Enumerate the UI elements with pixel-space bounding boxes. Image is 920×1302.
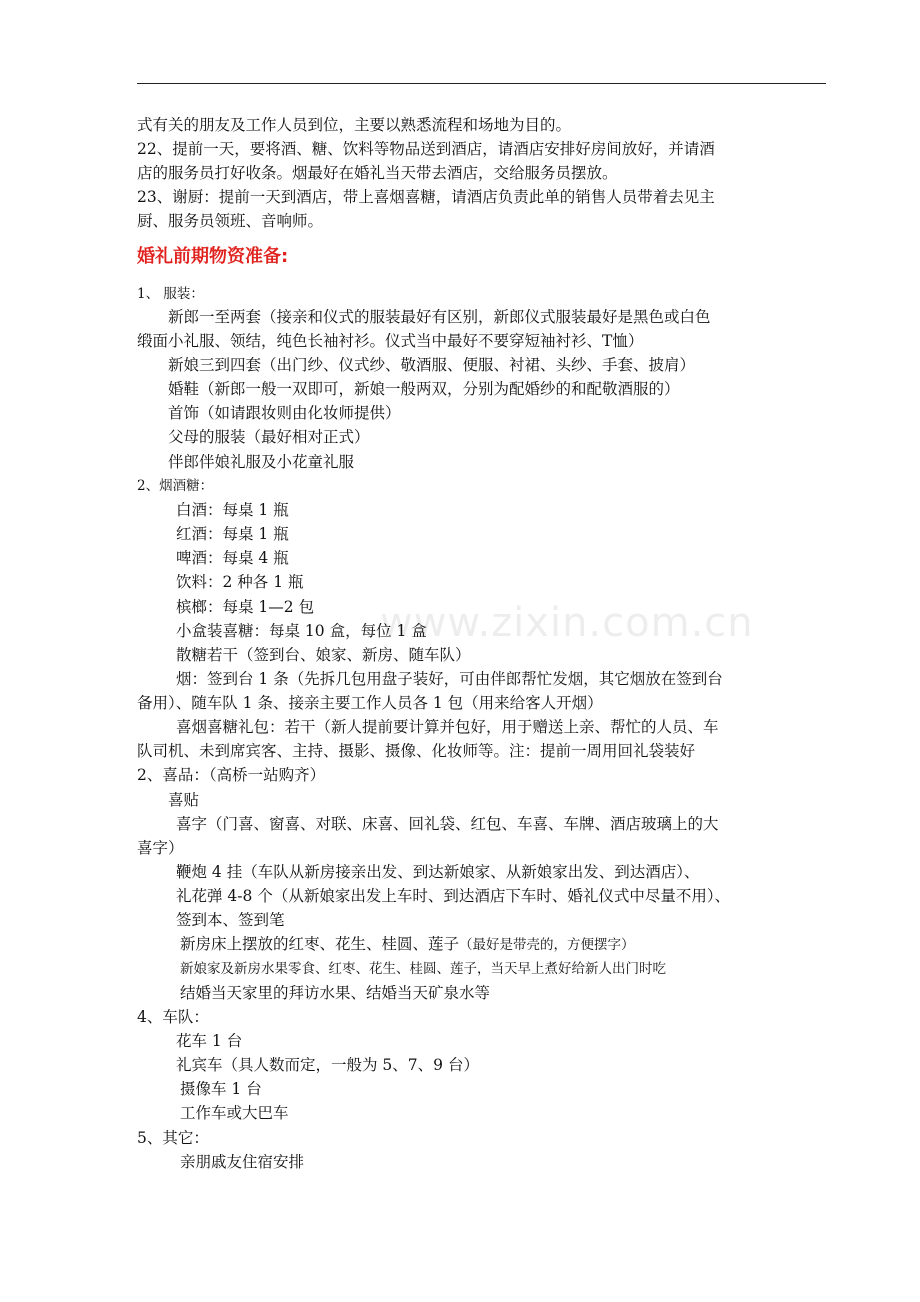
header-rule — [137, 83, 826, 84]
intro-line-2: 22、提前一天，要将酒、糖、饮料等物品送到酒店，请酒店安排好房间放好，并请酒 — [137, 140, 715, 158]
list-line — [168, 425, 858, 449]
list-line-text: 新郎一至两套（接亲和仪式的服装最好有区别，新郎仪式服装最好是黑色或白色 — [168, 308, 711, 326]
list-line-text: 1、 服装： — [137, 286, 204, 302]
list-line — [176, 643, 866, 667]
list-line — [180, 1101, 870, 1125]
watermark: www.zixin.com.cn — [380, 600, 754, 646]
list-line-text: 工作车或大巴车 — [180, 1104, 289, 1122]
list-line-text: 烟：签到台 1 条（先拆几包用盘子装好，可由伴郎帮忙发烟，其它烟放在签到台 — [176, 670, 723, 688]
list-line-text: 5、其它： — [137, 1129, 209, 1147]
list-line-text: 首饰（如请跟妆则由化妆师提供） — [168, 404, 401, 422]
list-line-text: 饮料：2 种各 1 瓶 — [176, 573, 304, 591]
intro-line-1: 式有关的朋友及工作人员到位，主要以熟悉流程和场地为目的。 — [137, 116, 572, 134]
list-line — [168, 353, 858, 377]
list-line-text: 花车 1 台 — [176, 1032, 243, 1050]
list-line — [176, 498, 866, 522]
list-line — [137, 1005, 827, 1029]
list-line — [176, 715, 866, 739]
list-line — [137, 691, 827, 715]
list-line-text: 喜贴 — [168, 791, 200, 809]
list-line — [180, 932, 870, 957]
list-line-text: 礼花弹 4-8 个（从新娘家出发上车时、到达酒店下车时、婚礼仪式中尽量不用）、 — [176, 887, 731, 905]
list-line — [176, 860, 866, 884]
list-line — [168, 401, 858, 425]
list-line — [168, 788, 858, 812]
list-line-text: 亲朋戚友住宿安排 — [180, 1153, 305, 1171]
list-line-text: 啤酒：每桌 4 瓶 — [176, 549, 289, 567]
list-line-text: 槟榔：每桌 1—2 包 — [176, 598, 315, 616]
list-line-text: 新娘家及新房水果零食、红枣、花生、桂圆、莲子，当天早上煮好给新人出门时吃 — [180, 961, 666, 977]
list-line — [137, 739, 827, 763]
list-line-text: 缎面小礼服、领结，纯色长袖衬衫。仪式当中最好不要穿短袖衬衫、T恤） — [137, 332, 644, 350]
list-line-text: 新娘三到四套（出门纱、仪式纱、敬酒服、便服、衬裙、头纱、手套、披肩） — [168, 356, 696, 374]
list-line — [137, 329, 827, 353]
list-line — [176, 570, 866, 594]
list-line — [168, 377, 858, 401]
list-line — [168, 450, 858, 474]
section-heading: 婚礼前期物资准备: — [137, 246, 289, 267]
list-line — [137, 836, 827, 860]
list-line-text: 小盒装喜糖：每桌 10 盒，每位 1 盒 — [176, 622, 427, 640]
list-line-text: 伴郎伴娘礼服及小花童礼服 — [168, 453, 355, 471]
list-line — [176, 812, 866, 836]
list-line — [176, 908, 866, 932]
list-line-text: 喜字） — [137, 839, 184, 857]
list-line-text: 父母的服装（最好相对正式） — [168, 428, 370, 446]
list-line — [176, 522, 866, 546]
list-line-text: 红酒：每桌 1 瓶 — [176, 525, 289, 543]
list-line-text: 喜烟喜糖礼包：若干（新人提前要计算并包好，用于赠送上亲、帮忙的人员、车 — [176, 718, 719, 736]
list-line — [176, 884, 866, 908]
list-line-note: （最好是带壳的，方便摆字） — [459, 937, 635, 953]
list-line — [137, 763, 827, 787]
list-line — [180, 957, 870, 981]
list-line-text: 签到本、签到笔 — [176, 911, 285, 929]
intro-line-3: 店的服务员打好收条。烟最好在婚礼当天带去酒店，交给服务员摆放。 — [137, 164, 618, 182]
list-line-text: 队司机、未到席宾客、主持、摄影、摄像、化妆师等。注：提前一周用回礼袋装好 — [137, 742, 696, 760]
list-line-text: 婚鞋（新郎一般一双即可，新娘一般两双，分别为配婚纱的和配敬酒服的） — [168, 380, 680, 398]
list-line-text: 新房床上摆放的红枣、花生、桂圆、莲子 — [180, 935, 460, 953]
list-line-text: 鞭炮 4 挂（车队从新房接亲出发、到达新娘家、从新娘家出发、到达酒店）、 — [176, 863, 700, 881]
list-line — [137, 1126, 827, 1150]
intro-line-5: 厨、服务员领班、音响师。 — [137, 212, 324, 230]
list-line-text: 2、烟酒糖： — [137, 478, 214, 494]
list-line-text: 结婚当天家里的拜访水果、结婚当天矿泉水等 — [180, 984, 491, 1002]
list-line — [180, 981, 870, 1005]
intro-line-4: 23、谢厨：提前一天到酒店，带上喜烟喜糖，请酒店负责此单的销售人员带着去见主 — [137, 188, 715, 206]
list-line-text: 礼宾车（具人数而定，一般为 5、7、9 台） — [176, 1056, 479, 1074]
list-line — [168, 305, 858, 329]
list-line — [176, 667, 866, 691]
list-line — [176, 546, 866, 570]
list-line-text: 2、喜品：（高桥一站购齐） — [137, 766, 326, 784]
list-line-text: 摄像车 1 台 — [180, 1080, 262, 1098]
list-line — [180, 1150, 870, 1174]
list-line — [180, 1077, 870, 1101]
list-line-text: 4、车队： — [137, 1008, 209, 1026]
list-line-text: 备用）、随车队 1 条、接亲主要工作人员各 1 包（用来给客人开烟） — [137, 694, 603, 712]
list-line — [137, 282, 827, 306]
list-line-text: 散糖若干（签到台、娘家、新房、随车队） — [176, 646, 471, 664]
list-line — [176, 1053, 866, 1077]
list-line — [176, 1029, 866, 1053]
list-line — [137, 474, 827, 498]
list-line-text: 喜字（门喜、窗喜、对联、床喜、回礼袋、红包、车喜、车牌、酒店玻璃上的大 — [176, 815, 719, 833]
list-line-text: 白酒：每桌 1 瓶 — [176, 501, 289, 519]
